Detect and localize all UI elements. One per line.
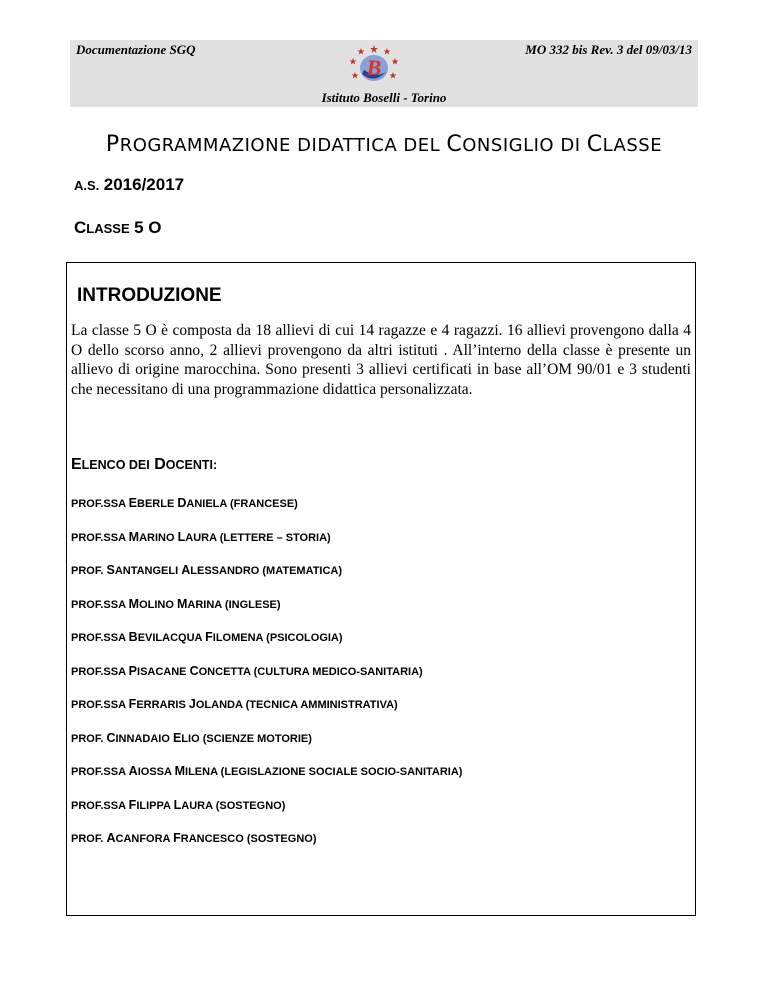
school-year-value: 2016/2017 <box>103 175 185 194</box>
content-box <box>66 262 696 916</box>
teacher-item: PROF.SSA FILIPPA LAURA (SOSTEGNO) <box>71 797 286 812</box>
teacher-item: PROF.SSA MOLINO MARINA (INGLESE) <box>71 596 281 611</box>
school-year <box>74 175 184 195</box>
class-value: 5 O <box>134 218 162 237</box>
teacher-item: PROF. CINNADAIO ELIO (SCIENZE MOTORIE) <box>71 730 312 745</box>
intro-heading: INTRODUZIONE <box>77 285 222 306</box>
intro-paragraph: La classe 5 O è composta da 18 allievi di cui 14 ragazze e 4 ragazzi. 16 allievi provengono dalla 4 O dello scorso anno, 2 allievi provengono da altri istituti . All’interno della classe è presente un allievo di origine marocchina. Sono presenti 3 allievi certificati in base all’OM 90/01 e 3 studenti che necessitano di una programmazione didattica personalizzata. <box>71 322 691 398</box>
teachers-list <box>71 496 462 865</box>
teacher-item: PROF. ACANFORA FRANCESCO (SOSTEGNO) <box>71 831 317 845</box>
teachers-heading: ELENCO DEI DOCENTI: <box>71 456 218 473</box>
class-label: CLASSE 5 O <box>74 218 162 237</box>
school-year-label: A.S. <box>74 178 100 193</box>
document-header <box>70 40 698 107</box>
logo-letter: B <box>366 55 382 80</box>
teacher-item: PROF. SANTANGELI ALESSANDRO (MATEMATICA) <box>71 563 343 577</box>
institute-name: Istituto Boselli - Torino <box>321 90 447 105</box>
teacher-item: PROF.SSA MARINO LAURA (LETTERE – STORIA) <box>71 529 331 544</box>
teacher-item: PROF.SSA EBERLE DANIELA (FRANCESE) <box>71 496 298 510</box>
teacher-item: PROF.SSA BEVILACQUA FILOMENA (PSICOLOGIA) <box>71 630 343 644</box>
header-left-label: Documentazione SGQ <box>76 42 196 57</box>
teacher-item: PROF.SSA FERRARIS JOLANDA (TECNICA AMMINISTRATIVA) <box>71 697 398 711</box>
teacher-item: PROF.SSA PISACANE CONCETTA (CULTURA MEDICO-SANITARIA) <box>71 663 423 678</box>
school-logo <box>346 44 402 86</box>
teacher-item: PROF.SSA AIOSSA MILENA (LEGISLAZIONE SOCIALE SOCIO-SANITARIA) <box>71 764 463 778</box>
header-right-label: MO 332 bis Rev. 3 del 09/03/13 <box>525 42 692 57</box>
document-title: PROGRAMMAZIONE DIDATTICA DEL CONSIGLIO DI CLASSE <box>105 132 663 157</box>
